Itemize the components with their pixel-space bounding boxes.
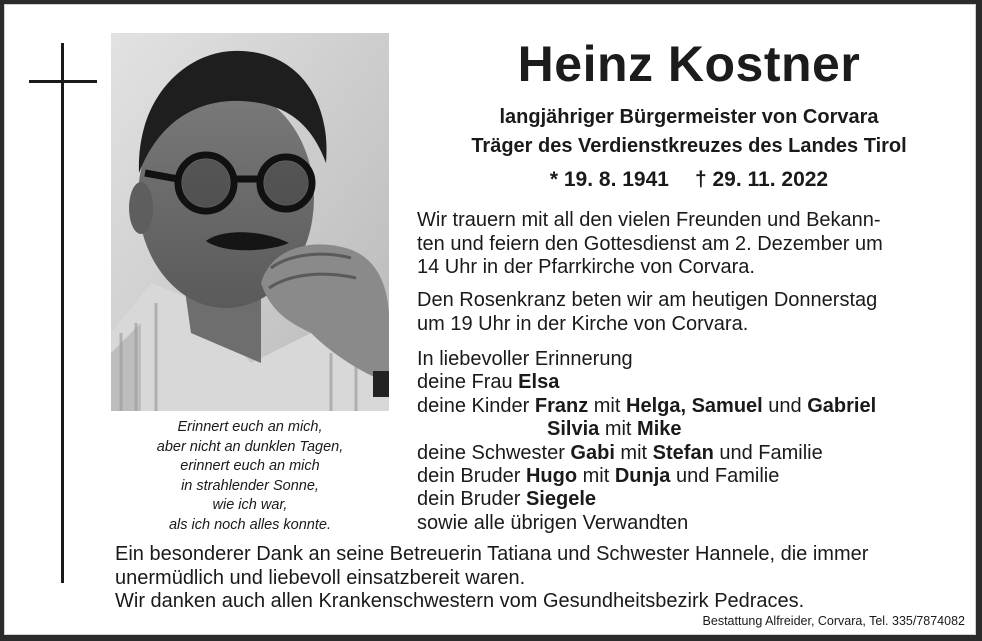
mourner-children-2 xyxy=(417,418,965,441)
connector-text: mit xyxy=(577,465,615,488)
connector-text: und Familie xyxy=(670,465,780,488)
notice-line: ten und feiern den Gottesdienst am 2. Dezember um xyxy=(417,232,883,255)
mourners-others: sowie alle übrigen Verwandten xyxy=(417,511,689,534)
relation-label: dein Bruder xyxy=(417,488,526,511)
portrait-illustration xyxy=(111,33,389,411)
poem-line: wie ich war, xyxy=(212,497,288,513)
mourner-name: Elsa xyxy=(518,371,560,394)
mourner-name: Franz xyxy=(534,394,589,417)
mourners-list xyxy=(417,348,965,535)
title-line: langjähriger Bürgermeister von Corvara xyxy=(499,106,879,128)
mourner-name: Gabriel xyxy=(807,394,877,417)
mourner-name: Stefan xyxy=(652,441,714,464)
thanks-note xyxy=(115,543,975,614)
mourner-name: Silvia xyxy=(547,418,600,441)
mourner-name: Dunja xyxy=(614,465,671,488)
mourners-intro: In liebevoller Erinnerung xyxy=(417,348,633,370)
rosary-notice xyxy=(417,289,965,336)
connector-text: und Familie xyxy=(713,441,823,464)
cross-icon xyxy=(61,43,64,583)
notice-line: Den Rosenkranz beten wir am heutigen Donnerstag xyxy=(417,289,878,311)
connector-text: mit xyxy=(599,418,638,441)
cross-icon-bar xyxy=(29,80,97,83)
mourner-brother-2 xyxy=(417,488,965,511)
mourner-sister xyxy=(417,442,965,465)
relation-label: dein Bruder xyxy=(417,465,526,488)
thanks-line: unermüdlich und liebevoll einsatzbereit waren. xyxy=(115,566,526,589)
mourner-brother-1 xyxy=(417,465,965,488)
mourner-name: Hugo xyxy=(525,465,578,488)
mourner-name: Mike xyxy=(637,418,682,441)
notice-line: um 19 Uhr in der Kirche von Corvara. xyxy=(417,312,749,335)
mourner-wife xyxy=(417,371,965,394)
relation-label: deine Kinder xyxy=(417,394,535,417)
thanks-line: Ein besonderer Dank an seine Betreuerin Tatiana und Schwester Hannele, die immer xyxy=(115,543,869,565)
connector-text: und xyxy=(762,394,808,417)
life-dates xyxy=(409,165,969,195)
notice-line: Wir trauern mit all den vielen Freunden und Bekann- xyxy=(417,209,881,231)
portrait-photo xyxy=(111,33,389,411)
obituary-card xyxy=(4,4,976,635)
notice-line: 14 Uhr in der Pfarrkirche von Corvara. xyxy=(417,256,755,278)
poem-line: als ich noch alles konnte. xyxy=(168,516,331,533)
birth-date: * 19. 8. 1941 xyxy=(549,168,669,191)
relation-label: deine Schwester xyxy=(417,441,571,464)
poem xyxy=(111,418,389,535)
connector-text: mit xyxy=(588,394,626,417)
poem-line: erinnert euch an mich xyxy=(180,458,320,474)
thanks-line: Wir danken auch allen Krankenschwestern vom Gesundheitsbezirk Pedraces. xyxy=(115,590,805,612)
death-date: † 29. 11. 2022 xyxy=(694,168,829,191)
mourner-children xyxy=(417,395,965,418)
mourner-name: Siegele xyxy=(525,488,597,511)
connector-text: mit xyxy=(614,441,653,464)
funeral-notice xyxy=(417,209,965,280)
undertaker-credit: Bestattung Alfreider, Corvara, Tel. 335/7874082 xyxy=(702,614,965,628)
mourner-name: Helga, Samuel xyxy=(626,394,763,417)
relation-label: deine Frau xyxy=(417,371,519,394)
poem-line: aber nicht an dunklen Tagen, xyxy=(156,438,344,455)
poem-line: in strahlender Sonne, xyxy=(181,477,319,494)
deceased-titles xyxy=(409,103,969,161)
mourner-name: Gabi xyxy=(570,441,615,464)
title-line: Träger des Verdienstkreuzes des Landes Tirol xyxy=(471,135,907,157)
poem-line: Erinnert euch an mich, xyxy=(177,419,323,435)
deceased-name: Heinz Kostner xyxy=(517,36,861,92)
